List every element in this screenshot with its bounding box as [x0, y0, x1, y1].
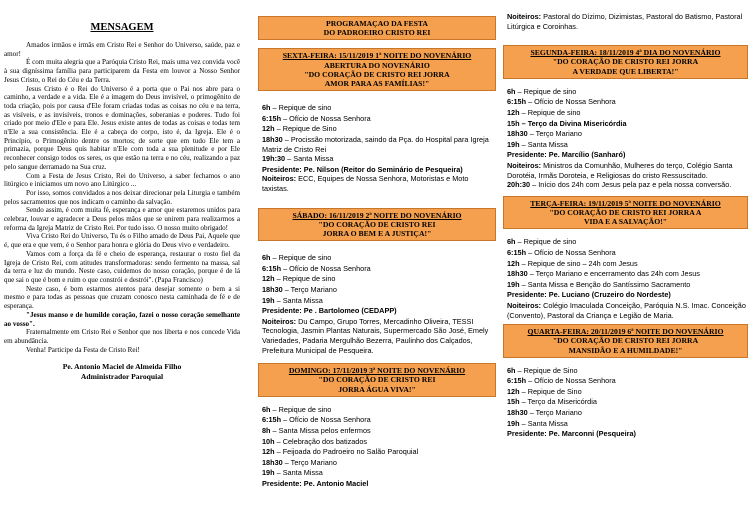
- day-president: Presidente: Pe. Luciano (Cruzeiro do Nordeste): [507, 290, 671, 300]
- day-heading-date: TERÇA-FEIRA: 19/11/2019 5ª NOITE DO NOVENÁRIO: [530, 198, 721, 208]
- schedule-time: 6h: [507, 86, 516, 96]
- message-paragraph: Viva Cristo Rei do Universo, Tu és o Filho amado de Deus Pai, Aquele que é, que era e que vem, é o Senhor para honra e glória do Deus vivo e verdadeiro.: [4, 232, 240, 250]
- signature: [4, 362, 240, 382]
- day-heading-theme: JORRA O BEM E A JUSTIÇA!": [322, 228, 432, 238]
- schedule-time: 20h:30: [507, 180, 531, 190]
- schedule-time: 19h: [507, 279, 520, 289]
- schedule-item: [507, 269, 748, 280]
- schedule-activity: – Repique de sino: [515, 237, 577, 247]
- program-title-line: PROGRAMAÇAO DA FESTA: [326, 19, 428, 28]
- schedule-item: [507, 87, 748, 98]
- noiteiros-label: Noiteiros:: [262, 316, 297, 326]
- day-heading-theme: AMOR PARA AS FAMÍLIAS!": [324, 79, 430, 89]
- day-heading-theme: JORRA ÁGUA VIVA!": [338, 384, 416, 394]
- schedule-time: 18h30: [262, 135, 283, 144]
- message-paragraph: Sendo assim, é com muita fé, esperança e amor que estaremos unidos para celebrar, louvar e agradecer a Deus pelos mãos que se unirem para realizarmos a reforma da Igreja Matriz de Cristo Rei. Por tudo isso. O nosso muito obrigado!: [4, 206, 240, 232]
- schedule-item: [262, 274, 496, 285]
- schedule-time: 6:15h: [507, 376, 527, 386]
- schedule-item: [507, 280, 748, 291]
- day-heading-theme: "DO CORAÇÃO DE CRISTO REI JORRA A: [549, 207, 702, 217]
- day-noiteiros: [262, 174, 496, 193]
- message-paragraph: É com muita alegria que a Paróquia Cristo Rei, mais uma vez convida você à sua digníssima família para participarem da Festa em louvor a Nosso Senhor Jesus Cristo, o Rei do Céu e da Terra.: [4, 58, 240, 84]
- day-schedule: [258, 253, 496, 355]
- day-heading-theme: "DO CORAÇÃO DE CRISTO REI JORRA: [552, 336, 699, 346]
- day-noiteiros: [262, 317, 496, 355]
- schedule-activity: – Celebração dos batizados: [274, 436, 368, 446]
- schedule-activity: – Santa Missa pelos enfermos: [270, 425, 371, 435]
- schedule-time: 12h: [507, 107, 520, 117]
- noiteiros-list: ECC, Equipes de Nossa Senhora, Motoristas e Moto taxistas.: [262, 174, 469, 193]
- schedule-time: 6:15h: [262, 113, 282, 123]
- schedule-item: [262, 154, 496, 165]
- schedule-activity: – Terço Mariano: [282, 284, 337, 294]
- schedule-time: 15h: [507, 397, 520, 407]
- day-heading-date: SEXTA-FEIRA: 15/11/2019 1ª NOITE DO NOVENÁRIO: [282, 51, 472, 61]
- schedule-activity: – Santa Missa: [519, 418, 568, 428]
- day-schedule: [503, 12, 748, 31]
- day-heading-theme: A VERDADE QUE LIBERTA!": [572, 66, 679, 76]
- schedule-activity: – Repique de sino: [270, 253, 332, 263]
- schedule-time: 6h: [507, 365, 516, 375]
- noiteiros-label: Noiteiros:: [507, 300, 542, 310]
- schedule-time: 6:15h: [507, 97, 527, 107]
- program-title-box: [258, 16, 496, 40]
- message-paragraph: Jesus Cristo é o Rei do Universo é a porta que o Pai nos abre para o caminho, a verdade e a vida. Ele é a imagem do Deus invisível, o primogênito de toda criação, pois por causa d'Ele foram criadas todas as coisas no céu e na terra, as visíveis, e as invisíveis, tronos e dominações, soberanias e poderes. Tudo foi criado por meio d'Ele e para Ele. Jesus existe antes de todas as coisas e todas tem n'Ele a sua consistência. Ele é a cabeça do corpo, isto é, da Igreja. Ele é o Princípio, o Primogênito dentre os mortos; de sorte que em tudo Ele tem a primazia, porque Deus quis habitar n'Ele com toda a sua plenitude e por Ele reconhecer consigo todos os seres, os que estão na terra e no céu, realizando a paz pelo sangue derramado na Sua cruz.: [4, 84, 240, 171]
- schedule-activity: – Início dos 24h com Jesus pela paz e pela nossa conversão.: [530, 180, 732, 190]
- schedule-item: [262, 426, 496, 437]
- schedule-time: 6h: [507, 237, 516, 247]
- schedule-time: 18h30: [262, 457, 283, 467]
- noiteiros-list: Ministros da Comunhão, Mulheres do terço, Colégio Santa Dorotéia, Irmãs Doroteia, e Religiosas do cristo Ressuscitado.: [507, 160, 733, 180]
- schedule-activity: – Santa Missa: [519, 139, 568, 149]
- day-noiteiros: [507, 161, 748, 180]
- schedule-item: [262, 437, 496, 448]
- schedule-activity: – Procissão motorizada, saindo da Pça. do Hospital para Igreja Matriz de Cristo Rei: [262, 135, 489, 154]
- signature-name: Pe. Antonio Maciel de Almeida Filho: [62, 362, 182, 372]
- schedule-time: 8h: [262, 425, 271, 435]
- schedule-item: [507, 129, 748, 140]
- schedule-activity: – Repique de Sino: [519, 386, 582, 396]
- schedule-item: [507, 397, 748, 408]
- schedule-time: 18h30: [507, 129, 528, 139]
- schedule-activity: – Terço Mariano: [527, 129, 582, 139]
- day-heading-line: ABERTURA DO NOVENÁRIO: [324, 60, 430, 70]
- schedule-item: [262, 296, 496, 307]
- schedule-activity: – Terço Mariano: [527, 408, 582, 418]
- day-president: Presidente: Pe. Antonio Maciel: [262, 478, 369, 488]
- schedule-item: [507, 180, 748, 190]
- schedule-time: 12h: [262, 274, 275, 284]
- schedule-item: [507, 387, 748, 398]
- schedule-activity: – Ofício de Nossa Senhora: [281, 263, 371, 273]
- message-paragraph: Neste caso, é bom estarmos atentos para desejar somente o bem a si mesmo e para todas as pessoas que cruzam conosco nesta caminhada de fé e de esperança.: [4, 284, 240, 311]
- schedule-time: 12h: [507, 258, 520, 268]
- day-schedule: [258, 405, 496, 490]
- message-prayer: "Jesus manso e de humilde coração, fazei o nosso coração semelhante ao vosso".: [4, 310, 240, 328]
- schedule-item: [262, 468, 496, 479]
- program-column: [258, 0, 496, 521]
- day-heading-box: [258, 48, 496, 91]
- day-schedule: [503, 366, 748, 440]
- schedule-activity: – Santa Missa: [274, 468, 323, 478]
- day-noiteiros: [507, 301, 748, 320]
- schedule-item: [262, 285, 496, 296]
- schedule-activity: – Repique de sino – 24h com Jesus: [519, 258, 638, 268]
- schedule-time: 6h: [262, 253, 271, 263]
- schedule-time: 18h30: [507, 408, 528, 418]
- schedule-activity: – Santa Missa: [285, 154, 334, 164]
- message-paragraph: Vamos com a força da fé e cheio de esperança, restaurar o rosto fiel da Igreja de Cristo Rei, com atitudes transformadoras: sendo fermento na massa, sal da terra e luz do mundo. Neste caso, cuidemos do nosso coração, porque é de lá que sai o que é bom e ruim o que constrói e destrói". (Papa Francisco): [4, 249, 240, 284]
- noiteiros-label: Noiteiros:: [507, 12, 542, 21]
- schedule-item: [262, 135, 496, 154]
- schedule-item: [262, 458, 496, 469]
- schedule-item: [507, 366, 748, 377]
- schedule-time: 19h: [262, 468, 275, 478]
- schedule-time: 6:15h: [262, 415, 282, 425]
- noiteiros-list: Du Campo, Grupo Torres, Mercadinho Oliveira, TESSI Tecnologia, Jasmin Plantas Naturais, Supermercado São José, Emely Variedades, Padaria Mergulhão Bezerra, Paulinho dos Calçados, Prefeitura Municipal de Pesqueira.: [262, 316, 489, 355]
- schedule-activity: – Terço Mariano: [282, 457, 337, 467]
- schedule-item: [507, 97, 748, 108]
- schedule-activity: – Repique de Sino: [274, 124, 337, 134]
- schedule-item: [507, 248, 748, 259]
- message-title: MENSAGEM: [90, 22, 154, 33]
- day-schedule: [503, 87, 748, 190]
- schedule-activity: – Ofício de Nossa Senhora: [526, 97, 616, 107]
- schedule-activity: – Terço Mariano e encerramento das 24h com Jesus: [527, 269, 700, 279]
- schedule-item: [262, 253, 496, 264]
- message-paragraph: Amados irmãos e irmãs em Cristo Rei e Senhor do Universo, saúde, paz e amor!: [4, 41, 240, 58]
- day-schedule: [503, 237, 748, 320]
- schedule-item: [262, 114, 496, 125]
- schedule-item: [507, 408, 748, 419]
- message-paragraph: Venha! Participe da Festa de Cristo Rei!: [26, 345, 140, 354]
- schedule-item: [262, 124, 496, 135]
- noiteiros-label: Noiteiros:: [262, 174, 297, 184]
- day-heading-theme: MANSIDÃO E A HUMILDADE!": [568, 345, 683, 355]
- day-heading-date: DOMINGO: 17/11/2019 3ª NOITE DO NOVENÁRIO: [288, 366, 466, 376]
- schedule-time: 6h: [262, 404, 271, 414]
- day-heading-box: [258, 208, 496, 242]
- schedule-activity: – Terço da Misericórdia: [519, 397, 597, 407]
- schedule-item: [507, 376, 748, 387]
- program-column-continued: [503, 0, 748, 521]
- schedule-time: 15h: [507, 118, 520, 128]
- schedule-time: 18h30: [507, 269, 528, 279]
- schedule-activity: – Ofício de Nossa Senhora: [526, 247, 616, 257]
- schedule-item: [507, 419, 748, 430]
- schedule-item: [507, 119, 748, 130]
- schedule-activity: – Santa Missa e Benção do Santíssimo Sacramento: [519, 279, 691, 289]
- schedule-time: 12h: [507, 386, 520, 396]
- day-heading-date: SEGUNDA-FEIRA: 18/11/2019 4ª DIA DO NOVENÁRIO: [530, 48, 721, 58]
- schedule-activity: – Terço da Divina Misericórdia: [519, 118, 627, 128]
- day-schedule: [258, 103, 496, 193]
- day-heading-box: [503, 324, 748, 358]
- schedule-item: [507, 108, 748, 119]
- schedule-activity: – Ofício de Nossa Senhora: [526, 376, 616, 386]
- schedule-activity: – Repique de sino: [270, 103, 332, 113]
- schedule-activity: – Feijoada do Padroeiro no Salão Paroquial: [274, 447, 419, 457]
- schedule-activity: – Ofício de Nossa Senhora: [281, 415, 371, 425]
- schedule-time: 19h:30: [262, 154, 286, 164]
- schedule-activity: – Repique de sino: [274, 274, 336, 284]
- schedule-time: 19h: [507, 418, 520, 428]
- day-heading-date: SÁBADO: 16/11/2019 2ª NOITE DO NOVENÁRIO: [292, 210, 462, 220]
- schedule-time: 6h: [262, 103, 271, 113]
- day-president: Presidente: Pe. Marcílio (Sanharó): [507, 150, 626, 160]
- schedule-activity: – Repique de sino: [270, 404, 332, 414]
- schedule-activity: – Repique de Sino: [515, 365, 578, 375]
- schedule-item: [507, 140, 748, 151]
- schedule-activity: – Santa Missa: [274, 295, 323, 305]
- signature-role: Administrador Paroquial: [80, 372, 164, 382]
- schedule-time: 19h: [262, 295, 275, 305]
- day-president: Presidente: Pe. Nilson (Reitor do Seminário de Pesqueira): [262, 164, 463, 174]
- schedule-time: 10h: [262, 436, 275, 446]
- day-president: Presidente: Pe. Marconni (Pesqueira): [507, 429, 636, 439]
- day-heading-theme: VIDA E A SALVAÇÃO!": [583, 217, 668, 227]
- schedule-item: [262, 415, 496, 426]
- day-president: Presidente: Pe . Bartolomeo (CEDAPP): [262, 306, 397, 316]
- day-noiteiros: [507, 12, 748, 31]
- program-title-line: DO PADROEIRO CRISTO REI: [323, 28, 431, 38]
- day-heading-date: QUARTA-FEIRA: 20/11/2019 6ª NOITE DO NOVENÁRIO: [527, 327, 724, 337]
- day-heading-theme: "DO CORAÇÃO DE CRISTO REI JORRA: [304, 69, 450, 79]
- schedule-time: 6:15h: [262, 263, 282, 273]
- schedule-activity: – Ofício de Nossa Senhora: [281, 113, 371, 123]
- schedule-item: [507, 237, 748, 248]
- day-heading-theme: "DO CORAÇÃO DE CRISTO REI JORRA: [552, 57, 699, 67]
- day-heading-theme: "DO CORAÇÃO DE CRISTO REI: [318, 375, 436, 385]
- message-paragraph: Por isso, somos convidados a nos deixar direcionar pela Liturgia e também pelos sacramentos que nos indicam o caminho da salvação.: [4, 188, 240, 206]
- schedule-time: 19h: [507, 139, 520, 149]
- message-paragraph: Fraternalmente em Cristo Rei e Senhor que nos liberta e nos concede Vida em abundância.: [4, 328, 240, 345]
- schedule-time: 6:15h: [507, 247, 527, 257]
- schedule-item: [262, 103, 496, 114]
- day-heading-box: [258, 363, 496, 397]
- noiteiros-list: Pastoral do Dízimo, Dizimistas, Pastoral do Batismo, Pastoral Litúrgica e Coroinhas.: [507, 12, 743, 31]
- message-paragraph: Com a Festa de Jesus Cristo, Rei do Universo, a saber fechamos o ano litúrgico e iniciamos um novo ano Litúrgico ...: [4, 171, 240, 189]
- noiteiros-list: Colégio Imaculada Conceição, Paróquia N.S. Imac. Conceição (Convento), Pastoral da Criança e Legião de Maria.: [507, 300, 746, 320]
- day-heading-theme: "DO CORAÇÃO DE CRISTO REI: [318, 219, 436, 229]
- message-column: [4, 0, 240, 521]
- schedule-item: [262, 447, 496, 458]
- noiteiros-label: Noiteiros:: [507, 160, 542, 170]
- day-heading-box: [503, 196, 748, 230]
- day-heading-box: [503, 45, 748, 79]
- schedule-item: [262, 264, 496, 275]
- schedule-time: 12h: [262, 447, 275, 457]
- message-body: [4, 41, 240, 354]
- schedule-activity: – Repique de sino: [515, 86, 577, 96]
- schedule-activity: – Repique de sino: [519, 107, 581, 117]
- schedule-time: 12h: [262, 124, 275, 134]
- schedule-item: [262, 405, 496, 416]
- schedule-time: 18h30: [262, 284, 283, 294]
- schedule-item: [507, 259, 748, 270]
